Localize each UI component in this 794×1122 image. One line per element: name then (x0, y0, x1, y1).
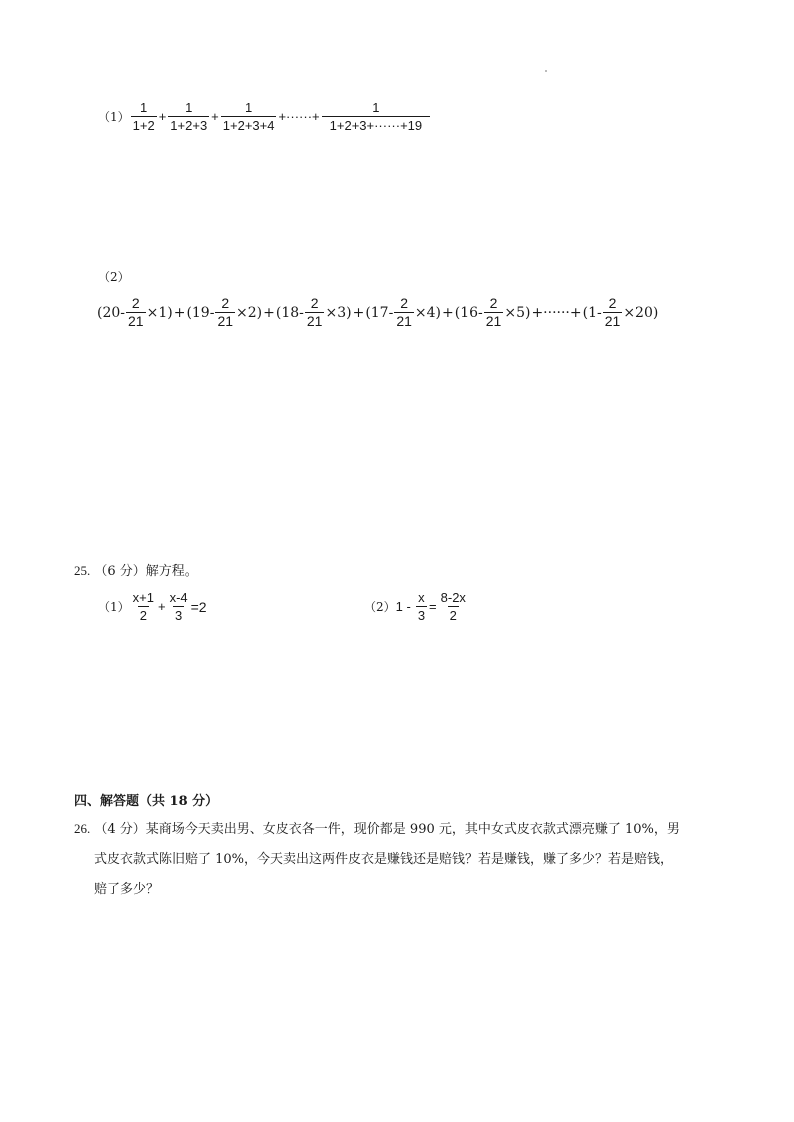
term-open: (18- (275, 304, 304, 321)
problem-2-label: （2） (98, 270, 130, 284)
fraction: $\frac{2}{21}$ (128, 295, 144, 329)
question-number: 26. (74, 821, 91, 836)
term-close: ×1) (146, 304, 173, 321)
equation-label: （1） (98, 600, 130, 614)
term-open: (17- (365, 304, 394, 321)
fraction: $\frac{x}{3}$ (417, 590, 426, 623)
question-26-line-3: 赔了多少？ (94, 882, 160, 897)
fraction: $\frac{2}{21}$ (217, 295, 234, 329)
term-open: (19- (186, 304, 215, 321)
term-close: ×5) (504, 304, 531, 321)
term-open: (20- (97, 304, 126, 321)
fraction: $\frac{1}{1+2+3+4}$ (222, 100, 275, 133)
fraction: $\frac{2}{21}$ (485, 295, 502, 329)
equation-label: （2） (364, 600, 396, 614)
fraction: $\frac{x-4}{3}$ (169, 590, 188, 623)
problem-1-label: （1） (98, 110, 130, 124)
question-26 (74, 814, 680, 905)
fraction: $\frac{2}{21}$ (396, 295, 412, 329)
problem-2: (20- $\frac{2}{21}$ ×1) + (19- $\frac{2}{21}$ ×2) + (18- $\frac{2}{21}$ ×3) + (17- $\frac{2}{21}$ ×4) + (16- $\frac{2}{21}$ ×5) +······+ (1- $\frac{2}{21}$ ×20) (97, 295, 659, 329)
scan-speck (545, 70, 547, 72)
fraction: $\frac{1}{1+2}$ (132, 100, 155, 133)
problem-1: （1） $\frac{1}{1+2}$ + $\frac{1}{1+2+3}$ + $\frac{1}{1+2+3+4}$ +······+ $\frac{1}{1+2+3+\cdot\cdot\cdot\cdot\cdot\cdot+19}$ (98, 100, 431, 133)
term-close: ×4) (414, 304, 442, 321)
question-26-line-1: 26. （4 分）某商场今天卖出男、女皮衣各一件，现价都是 990 元，其中女式皮衣款式漂亮赚了 10%，男 (74, 821, 680, 837)
section-title: 四、解答题（共 18 分） (74, 794, 219, 809)
equation-lhs: 1 - (395, 599, 411, 614)
term-open: (16- (454, 304, 483, 321)
term-close: ×3) (325, 304, 352, 321)
fraction: $\frac{2}{21}$ (306, 295, 323, 329)
equation-rhs: =2 (190, 598, 207, 615)
question-25-header (74, 560, 198, 579)
fraction: $\frac{1}{1+2+3+\cdot\cdot\cdot\cdot\cdot\cdot+19}$ (322, 100, 431, 133)
fraction: $\frac{8-2x}{2}$ (440, 590, 466, 623)
term-close: ×20) (623, 304, 659, 321)
fraction: $\frac{x+1}{2}$ (132, 590, 154, 623)
equation-1: （1） $\frac{x+1}{2}$ + $\frac{x-4}{3}$ =2 (98, 590, 207, 623)
question-number: 25. (74, 563, 91, 578)
equation-2: （2） 1 - $\frac{x}{3}$ = $\frac{8-2x}{2}$ (364, 590, 466, 623)
question-26-line-2: 式皮衣款式陈旧赔了 10%，今天卖出这两件皮衣是赚钱还是赔钱？若是赚钱，赚了多少？若是赔钱， (94, 852, 674, 867)
question-title: （6 分）解方程。 (94, 564, 198, 579)
fraction: $\frac{2}{21}$ (604, 295, 621, 329)
term-close: ×2) (236, 304, 263, 321)
term-open: (1- (582, 304, 602, 321)
fraction: $\frac{1}{1+2+3}$ (170, 100, 208, 133)
